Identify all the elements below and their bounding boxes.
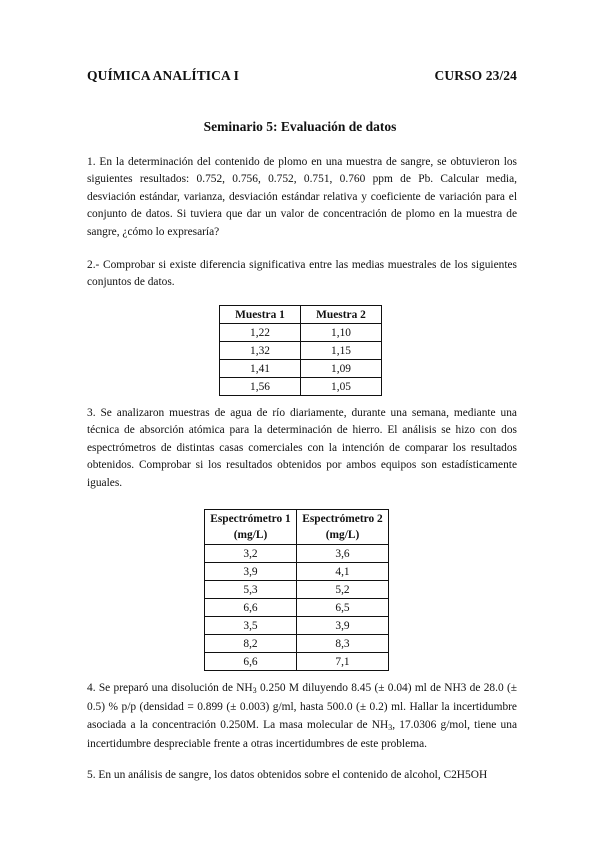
seminar-title: Seminario 5: Evaluación de datos (203, 119, 397, 134)
column-header-unit: (mg/L) (325, 529, 360, 541)
table-row (205, 581, 389, 599)
column-header-unit: (mg/L) (233, 529, 268, 541)
table-cell: 7,1 (297, 653, 389, 671)
table-cell: 3,9 (297, 617, 389, 635)
table-cell: 1,15 (301, 342, 382, 360)
subscript: 3 (388, 722, 393, 732)
table-cell: 6,6 (205, 599, 297, 617)
table-row (220, 360, 382, 378)
table-cell: 5,2 (297, 581, 389, 599)
table-row (205, 653, 389, 671)
table-cell: 8,2 (205, 635, 297, 653)
column-header: Muestra 2 (301, 306, 382, 324)
table-header-row (220, 306, 382, 324)
table-cell: 4,1 (297, 563, 389, 581)
question-5-text: 5. En un análisis de sangre, los datos obtenidos sobre el contenido de alcohol, C2H5OH (87, 769, 488, 781)
column-header (297, 510, 389, 545)
table-row (205, 617, 389, 635)
question-3-table (204, 509, 389, 671)
table-cell: 1,09 (301, 360, 382, 378)
course-title: QUÍMICA ANALÍTICA I (87, 68, 239, 83)
table-row (220, 324, 382, 342)
table-header-row (205, 510, 389, 545)
table-cell: 3,6 (297, 545, 389, 563)
question-4-part-1: 4. Se preparó una disolución de NH (87, 682, 253, 694)
column-header: Muestra 1 (220, 306, 301, 324)
page-header (87, 68, 517, 84)
column-header (205, 510, 297, 545)
table-row (205, 563, 389, 581)
course-year: CURSO 23/24 (434, 68, 517, 83)
table-cell: 6,6 (205, 653, 297, 671)
table-cell: 1,10 (301, 324, 382, 342)
table-cell: 3,2 (205, 545, 297, 563)
question-3-text: 3. Se analizaron muestras de agua de río diariamente, durante una semana, mediante una técnica de absorción atómica para la determinación de hierro. El análisis se hizo con dos espectrómetros de distintas casas comerciales con la intención de comparar los resultados obtenidos. Comprobar si los resultados obtenidos por ambos equipos son estadísticamente iguales. (87, 407, 517, 489)
column-header-name: Espectrómetro 2 (302, 513, 383, 525)
subscript: 3 (252, 686, 257, 695)
table-cell: 3,9 (205, 563, 297, 581)
table-cell: 1,05 (301, 378, 382, 396)
table-cell: 1,41 (220, 360, 301, 378)
table-cell: 5,3 (205, 581, 297, 599)
table-cell: 8,3 (297, 635, 389, 653)
question-4-text (87, 680, 517, 754)
table-row (205, 635, 389, 653)
question-4-part-2: 0.250 M diluyendo 8.45 (± 0.04) ml de NH3 de 28.0 (± 0.5) % p/p (densidad = 0.899 (± 0.003) g/ml, hasta 500.0 (± 0.2) ml. Hallar la incertidumbre asociada a la concentración 0.250M. La masa molecular de NH (87, 682, 518, 731)
table-row (220, 342, 382, 360)
table-row (220, 378, 382, 396)
table-cell: 1,22 (220, 324, 301, 342)
table-cell: 1,56 (220, 378, 301, 396)
question-1-text: 1. En la determinación del contenido de plomo en una muestra de sangre, se obtuvieron los siguientes resultados: 0.752, 0.756, 0.752, 0.751, 0.760 ppm de Pb. Calcular media, desviación estándar, varianza, desviación estándar relativa y coeficiente de variación para el conjunto de datos. Si tuviera que dar un valor de concentración de plomo en la muestra de sangre, ¿cómo lo expresaría? (87, 156, 517, 238)
table-row (205, 599, 389, 617)
question-2-text: 2.- Comprobar si existe diferencia significativa entre las medias muestrales de los siguientes conjuntos de datos. (87, 259, 517, 289)
column-header-name: Espectrómetro 1 (210, 513, 291, 525)
table-cell: 3,5 (205, 617, 297, 635)
question-2-table (219, 305, 382, 396)
table-row (205, 545, 389, 563)
question-4-part-3: , 17.0306 g/mol, tiene una incertidumbre despreciable frente a otras incertidumbres de este problema. (87, 718, 517, 751)
table-cell: 6,5 (297, 599, 389, 617)
table-cell: 1,32 (220, 342, 301, 360)
